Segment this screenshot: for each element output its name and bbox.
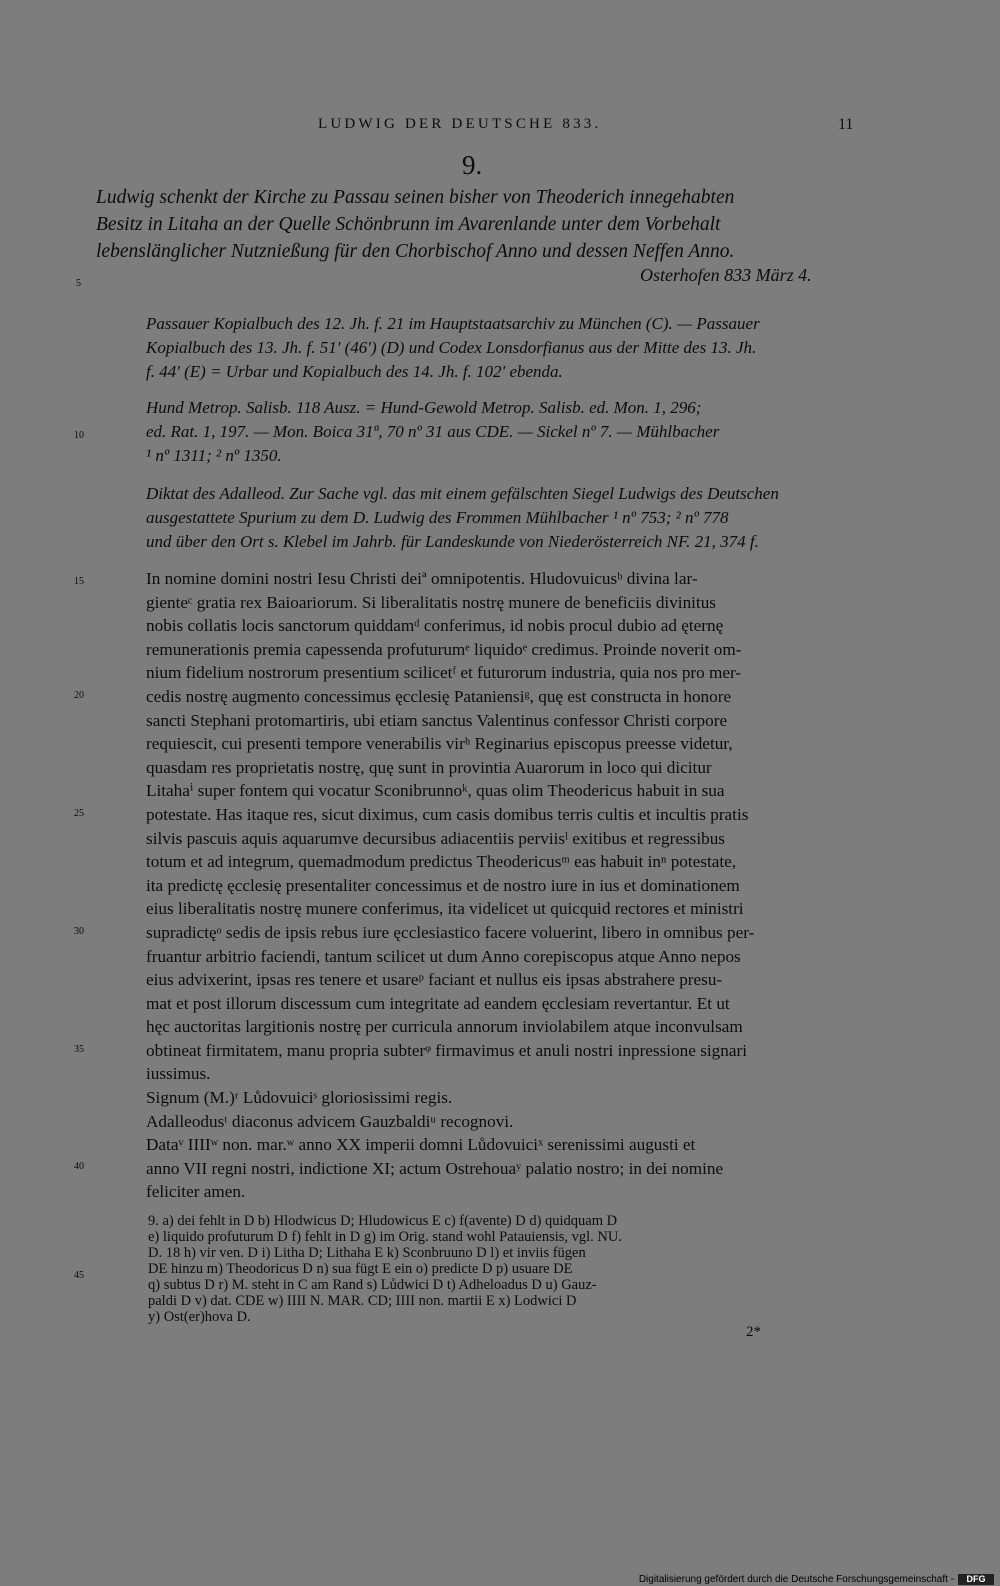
text-line: gienteᶜ gratia rex Baioariorum. Si liberalitatis nostrę munere de beneficiis divinitus [146,592,716,612]
text-line: nobis collatis locis sanctorum quiddamᵈ conferimus, id nobis procul dubio ad ęternę [146,616,724,636]
line-number: 25 [74,808,84,819]
footnote-line: 9. a) dei fehlt in D b) Hlodwicus D; Hludowicus E c) f(avente) D d) quidquam D [148,1213,618,1229]
text-line: Dataᵛ IIIIʷ non. mar.ʷ anno XX imperii domni Lůdovuiciˣ serenissimi augusti et [146,1135,696,1155]
sheet-signature: 2* [746,1324,761,1340]
text-line: quasdam res proprietatis nostrę, quę sunt in provintia Auarorum in loco qui dicitur [146,757,712,777]
funding-notice: Digitalisierung gefördert durch die Deutsche Forschungsgemeinschaft - [638,1574,954,1585]
running-title: LUDWIG DER DEUTSCHE 833. [318,116,602,132]
text-line: feliciter amen. [146,1182,246,1202]
regest-line: Ludwig schenkt der Kirche zu Passau seinen bisher von Theoderich innegehabten [96,187,735,208]
footnote-line: D. 18 h) vir ven. D i) Litha D; Lithaha E k) Sconbruuno D l) et inviis fügen [148,1245,586,1261]
sources-line: Passauer Kopialbuch des 12. Jh. f. 21 im Hauptstaatsarchiv zu München (C). — Passauer [146,314,760,333]
text-line: iussimus. [146,1064,211,1084]
footnote-line: e) liquido profuturum D f) fehlt in D g) im Orig. stand wohl Patauiensis, vgl. NU. [148,1229,623,1245]
text-line: nium fidelium nostrorum presentium scilicetᶠ et futurorum industria, quia nos pro mer- [146,663,742,683]
footnote-line: y) Ost(er)hova D. [148,1309,251,1325]
text-line: silvis pascuis aquis aquarumve decursibus adiacentiis perviisˡ exitibus et regressibus [146,828,725,848]
editions-block [146,396,861,468]
editions-line: ¹ nº 1311; ² nº 1350. [146,446,282,465]
text-line: potestate. Has itaque res, sicut diximus, cum casis domibus terris cultis et incultis pratis [146,804,749,824]
text-line: remunerationis premia capessenda profuturumᵉ liquidoᵉ credimus. Proinde noverit om- [146,639,742,659]
text-line: Adalleodusᵗ diaconus advicem Gauzbaldiᵘ recognovi. [146,1111,514,1131]
regest-line: lebenslänglicher Nutznießung für den Chorbischof Anno und dessen Neffen Anno. [96,241,735,262]
text-line: supradictęᵒ sedis de ipsis rebus iure ęcclesiastico facere voluerint, libero in omnibus per- [146,922,755,942]
line-number: 15 [74,576,84,587]
line-number: 35 [74,1044,84,1055]
commentary-line: und über den Ort s. Klebel im Jahrb. für Landeskunde von Niederösterreich NF. 21, 374 f. [146,532,759,551]
text-line: eius advixerint, ipsas res tenere et usareᵖ faciant et nullus eis ipsas abstrahere presu- [146,970,723,990]
text-line: cedis nostrę augmento concessimus ęcclesię Pataniensiᵍ, quę est constructa in honore [146,686,732,706]
charter-text [146,567,866,1204]
sources-block [146,312,861,384]
dfg-logo: DFG [958,1574,994,1585]
regest [96,184,861,265]
editions-line: Hund Metrop. Salisb. 118 Ausz. = Hund-Gewold Metrop. Salisb. ed. Mon. 1, 296; [146,398,702,417]
sources-line: Kopialbuch des 13. Jh. f. 51' (46') (D) und Codex Lonsdorfianus aus der Mitte des 13. Jh. [146,338,757,357]
line-number: 10 [74,430,84,441]
text-line: anno VII regni nostri, indictione XI; actum Ostrehouaʸ palatio nostro; in dei nomine [146,1158,724,1178]
line-number: 40 [74,1161,84,1172]
text-line: sancti Stephani protomartiris, ubi etiam sanctus Valentinus confessor Christi corpore [146,710,728,730]
line-number: 5 [76,278,81,289]
text-line: mat et post illorum discessum cum integritate ad eandem ęcclesiam revertantur. Et ut [146,993,730,1013]
text-line: obtineat firmitatem, manu propria subterᵠ firmavimus et anuli nostri inpressione signari [146,1040,747,1060]
footnote-line: paldi D v) dat. CDE w) IIII N. MAR. CD; IIII non. martii E x) Lodwici D [148,1293,577,1309]
line-number: 20 [74,690,84,701]
editions-line: ed. Rat. 1, 197. — Mon. Boica 31ª, 70 nº 31 aus CDE. — Sickel nº 7. — Mühlbacher [146,422,720,441]
text-line: hęc auctoritas largitionis nostrę per curricula annorum inviolabilem atque inconvulsam [146,1017,743,1037]
text-line: ita predictę ęcclesię presentaliter concessimus et de nostro iure in ius et dominationem [146,875,740,895]
text-line: Signum (M.)ʳ Lůdovuiciˢ gloriosissimi regis. [146,1088,453,1108]
dateline: Osterhofen 833 März 4. [640,265,812,285]
text-line: fruantur arbitrio faciendi, tantum scilicet ut dum Anno corepiscopus atque Anno nepos [146,946,741,966]
text-line: totum et ad integrum, quemadmodum predictus Theodericusᵐ eas habuit inⁿ potestate, [146,852,737,872]
page-number: 11 [838,116,854,133]
commentary-line: Diktat des Adalleod. Zur Sache vgl. das mit einem gefälschten Siegel Ludwigs des Deutschen [146,484,779,503]
text-line: In nomine domini nostri Iesu Christi deiª omnipotentis. Hludovuicusᵇ divina lar- [146,569,698,588]
text-line: eius liberalitatis nostrę munere conferimus, ita videlicet ut quicquid rectores et ministri [146,899,744,919]
footnotes [148,1213,868,1325]
line-number: 45 [74,1270,84,1281]
commentary-block [146,482,861,554]
regest-line: Besitz in Litaha an der Quelle Schönbrunn im Avarenlande unter dem Vorbehalt [96,214,721,235]
commentary-line: ausgestattete Spurium zu dem D. Ludwig des Frommen Mühlbacher ¹ nº 753; ² nº 778 [146,508,729,527]
footnote-line: DE hinzu m) Theodoricus D n) sua fügt E ein o) predicte D p) usuare DE [148,1261,573,1277]
document-number: 9. [462,150,483,180]
text-line: Litahaⁱ super fontem qui vocatur Sconibrunnoᵏ, quas olim Theodericus habuit in sua [146,781,725,801]
line-number: 30 [74,926,84,937]
sources-line: f. 44' (E) = Urbar und Kopialbuch des 14. Jh. f. 102' ebenda. [146,362,563,381]
footnote-line: q) subtus D r) M. steht in C am Rand s) Lůdwici D t) Adheloadus D u) Gauz- [148,1277,597,1293]
text-line: requiescit, cui presenti tempore venerabilis virʰ Reginarius episcopus preesse videtur, [146,734,733,754]
